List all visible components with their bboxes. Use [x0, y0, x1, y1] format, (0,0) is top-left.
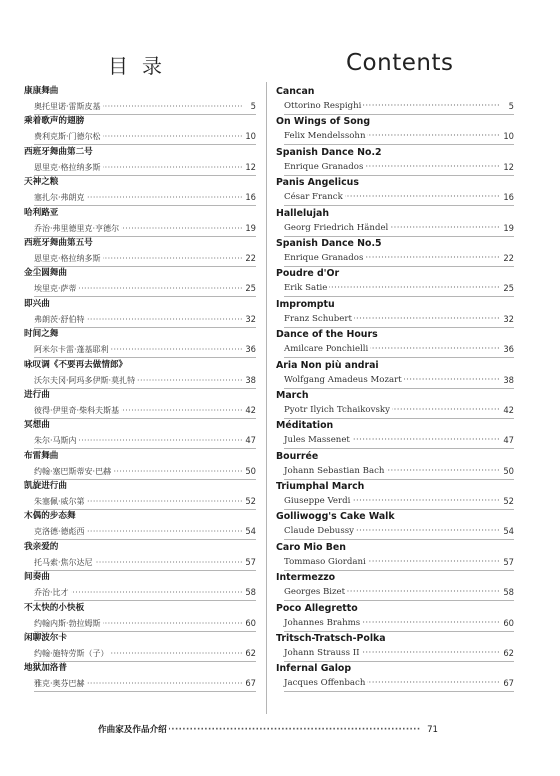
piece-title: Infernal Galop [276, 663, 352, 675]
page-number: 12 [501, 160, 514, 175]
toc-entry[interactable] [276, 114, 514, 144]
composer-name: 约翰·施特劳斯（子） [34, 649, 109, 659]
piece-title: 康康舞曲 [24, 86, 59, 96]
piece-title: Méditation [276, 420, 334, 432]
composer-name: Giuseppe Verdi [284, 496, 351, 507]
composer-name: Tommaso Giordani [284, 556, 366, 567]
composer-name: Amilcare Ponchielli [284, 344, 369, 355]
page-number: 25 [243, 281, 256, 296]
page-number: 22 [501, 251, 514, 266]
piece-title: Spanish Dance No.2 [276, 146, 382, 158]
composer-line [284, 524, 514, 540]
piece-title: 布雷舞曲 [24, 450, 59, 461]
piece-title: 木偶的步态舞 [24, 511, 76, 522]
composer-name: 费利克斯·门德尔松 [34, 132, 101, 142]
piece-title: 间奏曲 [24, 572, 50, 583]
composer-name: Jacques Offenbach [284, 678, 366, 689]
page-number: 62 [243, 646, 256, 661]
toc-entry[interactable] [24, 449, 256, 479]
toc-entry[interactable] [276, 297, 514, 327]
toc-entry[interactable] [24, 236, 256, 266]
page-number: 50 [501, 464, 514, 479]
toc-entry[interactable] [276, 327, 514, 357]
toc-entry[interactable] [276, 358, 514, 388]
piece-title: Tritsch-Tratsch-Polka [276, 633, 386, 645]
composer-line [34, 433, 256, 449]
piece-title: Poudre d'Or [276, 268, 340, 280]
piece-title: Golliwogg's Cake Walk [276, 511, 395, 523]
piece-title: Spanish Dance No.5 [276, 237, 382, 249]
page-number: 19 [243, 221, 256, 236]
composer-name: 克洛德·德彪西 [34, 527, 85, 537]
composer-name: 埃里克·萨蒂 [34, 284, 77, 294]
composer-name: 阿米尔卡雷·蓬基耶利 [34, 345, 109, 355]
composer-name: 约翰内斯·勃拉姆斯 [34, 618, 101, 628]
page-number: 58 [243, 585, 256, 600]
composer-name: Johannes Brahms [284, 617, 361, 628]
composer-name: Erik Satie [284, 283, 328, 294]
piece-title: Triumphal March [276, 481, 365, 493]
composer-name: 乔治·比才 [34, 588, 69, 598]
composer-line [284, 373, 514, 389]
composer-line [284, 221, 514, 237]
composer-name: 约翰·塞巴斯蒂安·巴赫 [34, 466, 112, 476]
composer-line [34, 342, 256, 358]
page-number: 16 [243, 190, 256, 205]
page-number: 32 [243, 312, 256, 327]
composer-name: Enrique Granados [284, 161, 364, 172]
composer-line [284, 190, 514, 206]
toc-entry[interactable] [276, 84, 514, 114]
composer-name: Pyotr Ilyich Tchaikovsky [284, 404, 390, 415]
page-number: 12 [243, 160, 256, 175]
piece-title: 地狱加洛普 [24, 663, 67, 674]
composer-name: 恩里克·格拉纳多斯 [34, 162, 101, 172]
composer-line [284, 99, 514, 115]
page-number: 47 [501, 433, 514, 448]
composer-line [34, 373, 256, 389]
page-number: 38 [501, 373, 514, 388]
contents-list-cn [24, 84, 256, 692]
composer-name: Georg Friedrich Händel [284, 222, 389, 233]
contents-list-en [276, 84, 514, 692]
piece-title: Panis Angelicus [276, 177, 359, 189]
toc-entry[interactable] [24, 358, 256, 388]
piece-title: 哈利路亚 [24, 207, 59, 218]
page-number: 67 [501, 676, 514, 691]
page-number: 25 [501, 281, 514, 296]
page-number: 60 [501, 616, 514, 631]
composer-line [34, 312, 256, 328]
piece-title: 咏叹调《不要再去做情郎》 [24, 359, 128, 370]
page-number: 50 [243, 464, 256, 479]
page-number: 57 [501, 555, 514, 570]
composer-line [284, 129, 514, 145]
page-number: 57 [243, 555, 256, 570]
composer-line [34, 616, 256, 632]
composer-name: 乔治·弗里德里克·亨德尔 [34, 223, 120, 233]
page-number: 19 [501, 221, 514, 236]
piece-title: 闲聊波尔卡 [24, 633, 67, 644]
footer-entry[interactable] [98, 723, 438, 737]
piece-title: 冥想曲 [24, 420, 50, 431]
piece-title: 我亲爱的 [24, 541, 59, 552]
page-number: 54 [501, 524, 514, 539]
composer-line [284, 616, 514, 632]
page-number: 36 [243, 342, 256, 357]
composer-line [284, 676, 514, 692]
toc-entry[interactable] [24, 540, 256, 570]
toc-entry[interactable] [24, 114, 256, 144]
composer-line [34, 676, 256, 692]
composer-line [34, 221, 256, 237]
toc-entry[interactable] [276, 175, 514, 205]
composer-line [34, 190, 256, 206]
composer-line [34, 403, 256, 419]
composer-line [34, 281, 256, 297]
toc-entry[interactable] [24, 84, 256, 114]
piece-title: 时间之舞 [24, 329, 59, 340]
footer-label: 作曲家及作品介绍 [98, 725, 167, 735]
page-number: 10 [243, 129, 256, 144]
composer-line [284, 251, 514, 267]
composer-name: 奥托里诺·雷斯皮基 [34, 102, 101, 111]
toc-entry[interactable] [276, 631, 514, 661]
piece-title: Intermezzo [276, 572, 336, 584]
contents-heading-en: Contents [346, 50, 454, 76]
page-number: 42 [501, 403, 514, 418]
composer-name: Johann Sebastian Bach [284, 465, 385, 476]
composer-name: Felix Mendelssohn [284, 131, 366, 142]
piece-title: 西班牙舞曲第五号 [24, 237, 93, 248]
composer-line [34, 160, 256, 176]
composer-name: Claude Debussy [284, 526, 354, 537]
page-number: 38 [243, 373, 256, 388]
toc-entry[interactable] [24, 418, 256, 448]
composer-name: 弗朗茨·舒伯特 [34, 314, 85, 324]
composer-name: 沃尔夫冈·阿玛多伊斯·莫扎特 [34, 375, 136, 385]
contents-heading-cn: 目录 [108, 54, 176, 78]
composer-line [284, 555, 514, 571]
page-number: 5 [249, 99, 256, 114]
toc-entry[interactable] [276, 206, 514, 236]
toc-entry[interactable] [24, 509, 256, 539]
piece-title: Cancan [276, 86, 315, 97]
composer-name: 彼得·伊里奇·柴科夫斯基 [34, 405, 120, 415]
toc-entry[interactable] [276, 418, 514, 448]
composer-name: Ottorino Respighi [284, 101, 362, 111]
toc-entry[interactable] [24, 631, 256, 661]
composer-line [34, 251, 256, 267]
composer-line [34, 494, 256, 510]
toc-entry[interactable] [276, 601, 514, 631]
page-number: 60 [243, 616, 256, 631]
composer-name: 朱尔·马斯内 [34, 436, 77, 446]
toc-entry[interactable] [24, 570, 256, 600]
toc-entry[interactable] [276, 479, 514, 509]
piece-title: Aria Non più andrai [276, 359, 379, 371]
toc-entry[interactable] [276, 661, 514, 691]
composer-line [34, 129, 256, 145]
page-number: 22 [243, 251, 256, 266]
piece-title: 金尘圆舞曲 [24, 268, 67, 279]
piece-title: 进行曲 [24, 389, 50, 400]
composer-name: Jules Massenet [284, 435, 350, 446]
composer-line [34, 646, 256, 662]
piece-title: Caro Mio Ben [276, 541, 346, 553]
page-number: 47 [243, 433, 256, 448]
toc-entry[interactable] [24, 145, 256, 175]
page-number: 67 [243, 676, 256, 691]
toc-entry[interactable] [24, 601, 256, 631]
footer-page-number: 71 [427, 725, 438, 735]
composer-line [284, 433, 514, 449]
toc-entry[interactable] [276, 540, 514, 570]
piece-title: 凯旋进行曲 [24, 481, 67, 492]
page-number: 5 [507, 99, 514, 114]
composer-line [284, 403, 514, 419]
piece-title: Impromptu [276, 298, 335, 310]
page-number: 52 [243, 494, 256, 509]
composer-line [284, 464, 514, 480]
composer-line [34, 464, 256, 480]
composer-line [34, 585, 256, 601]
toc-entry[interactable] [276, 388, 514, 418]
toc-entry[interactable] [24, 661, 256, 691]
toc-entry[interactable] [24, 206, 256, 236]
piece-title: Bourrée [276, 450, 319, 462]
piece-title: March [276, 389, 309, 401]
toc-entry[interactable] [276, 236, 514, 266]
page-number: 32 [501, 312, 514, 327]
page-number: 52 [501, 494, 514, 509]
composer-name: Johann Strauss II [284, 648, 360, 659]
toc-entry[interactable] [276, 266, 514, 296]
page-number: 54 [243, 524, 256, 539]
piece-title: On Wings of Song [276, 116, 371, 128]
composer-line [284, 160, 514, 176]
composer-name: 雅克·奥芬巴赫 [34, 679, 85, 689]
piece-title: 乘着歌声的翅膀 [24, 116, 85, 127]
page-number: 10 [501, 129, 514, 144]
composer-name: Enrique Granados [284, 252, 364, 263]
toc-entry[interactable] [24, 297, 256, 327]
composer-line [34, 99, 256, 115]
composer-line [34, 555, 256, 571]
composer-line [284, 281, 514, 297]
page-number: 36 [501, 342, 514, 357]
toc-entry[interactable] [276, 145, 514, 175]
page-number: 42 [243, 403, 256, 418]
piece-title: 天神之粮 [24, 177, 59, 188]
piece-title: 西班牙舞曲第二号 [24, 146, 93, 157]
toc-entry[interactable] [24, 266, 256, 296]
page-number: 62 [501, 646, 514, 661]
piece-title: Hallelujah [276, 207, 330, 219]
toc-entry[interactable] [276, 449, 514, 479]
composer-name: César Franck [284, 192, 343, 203]
composer-line [284, 646, 514, 662]
composer-name: 塞扎尔·弗朗克 [34, 193, 85, 203]
toc-entry[interactable] [276, 570, 514, 600]
composer-name: Wolfgang Amadeus Mozart [284, 374, 402, 385]
composer-name: 恩里克·格拉纳多斯 [34, 253, 101, 263]
page-number: 16 [501, 190, 514, 205]
column-divider [266, 82, 267, 714]
composer-name: Georges Bizet [284, 587, 346, 598]
piece-title: 即兴曲 [24, 298, 50, 309]
piece-title: 不太快的小快板 [24, 602, 85, 613]
composer-name: 朱塞佩·威尔第 [34, 497, 85, 507]
toc-entry[interactable] [24, 479, 256, 509]
composer-line [284, 494, 514, 510]
piece-title: Poco Allegretto [276, 602, 358, 614]
composer-line [34, 524, 256, 540]
composer-line [284, 585, 514, 601]
composer-line [284, 312, 514, 328]
page-number: 58 [501, 585, 514, 600]
toc-entry[interactable] [24, 175, 256, 205]
toc-entry[interactable] [24, 327, 256, 357]
composer-name: Franz Schubert [284, 313, 352, 324]
toc-entry[interactable] [276, 509, 514, 539]
composer-line [284, 342, 514, 358]
composer-name: 托马索·焦尔达尼 [34, 557, 93, 567]
toc-entry[interactable] [24, 388, 256, 418]
piece-title: Dance of the Hours [276, 329, 378, 341]
